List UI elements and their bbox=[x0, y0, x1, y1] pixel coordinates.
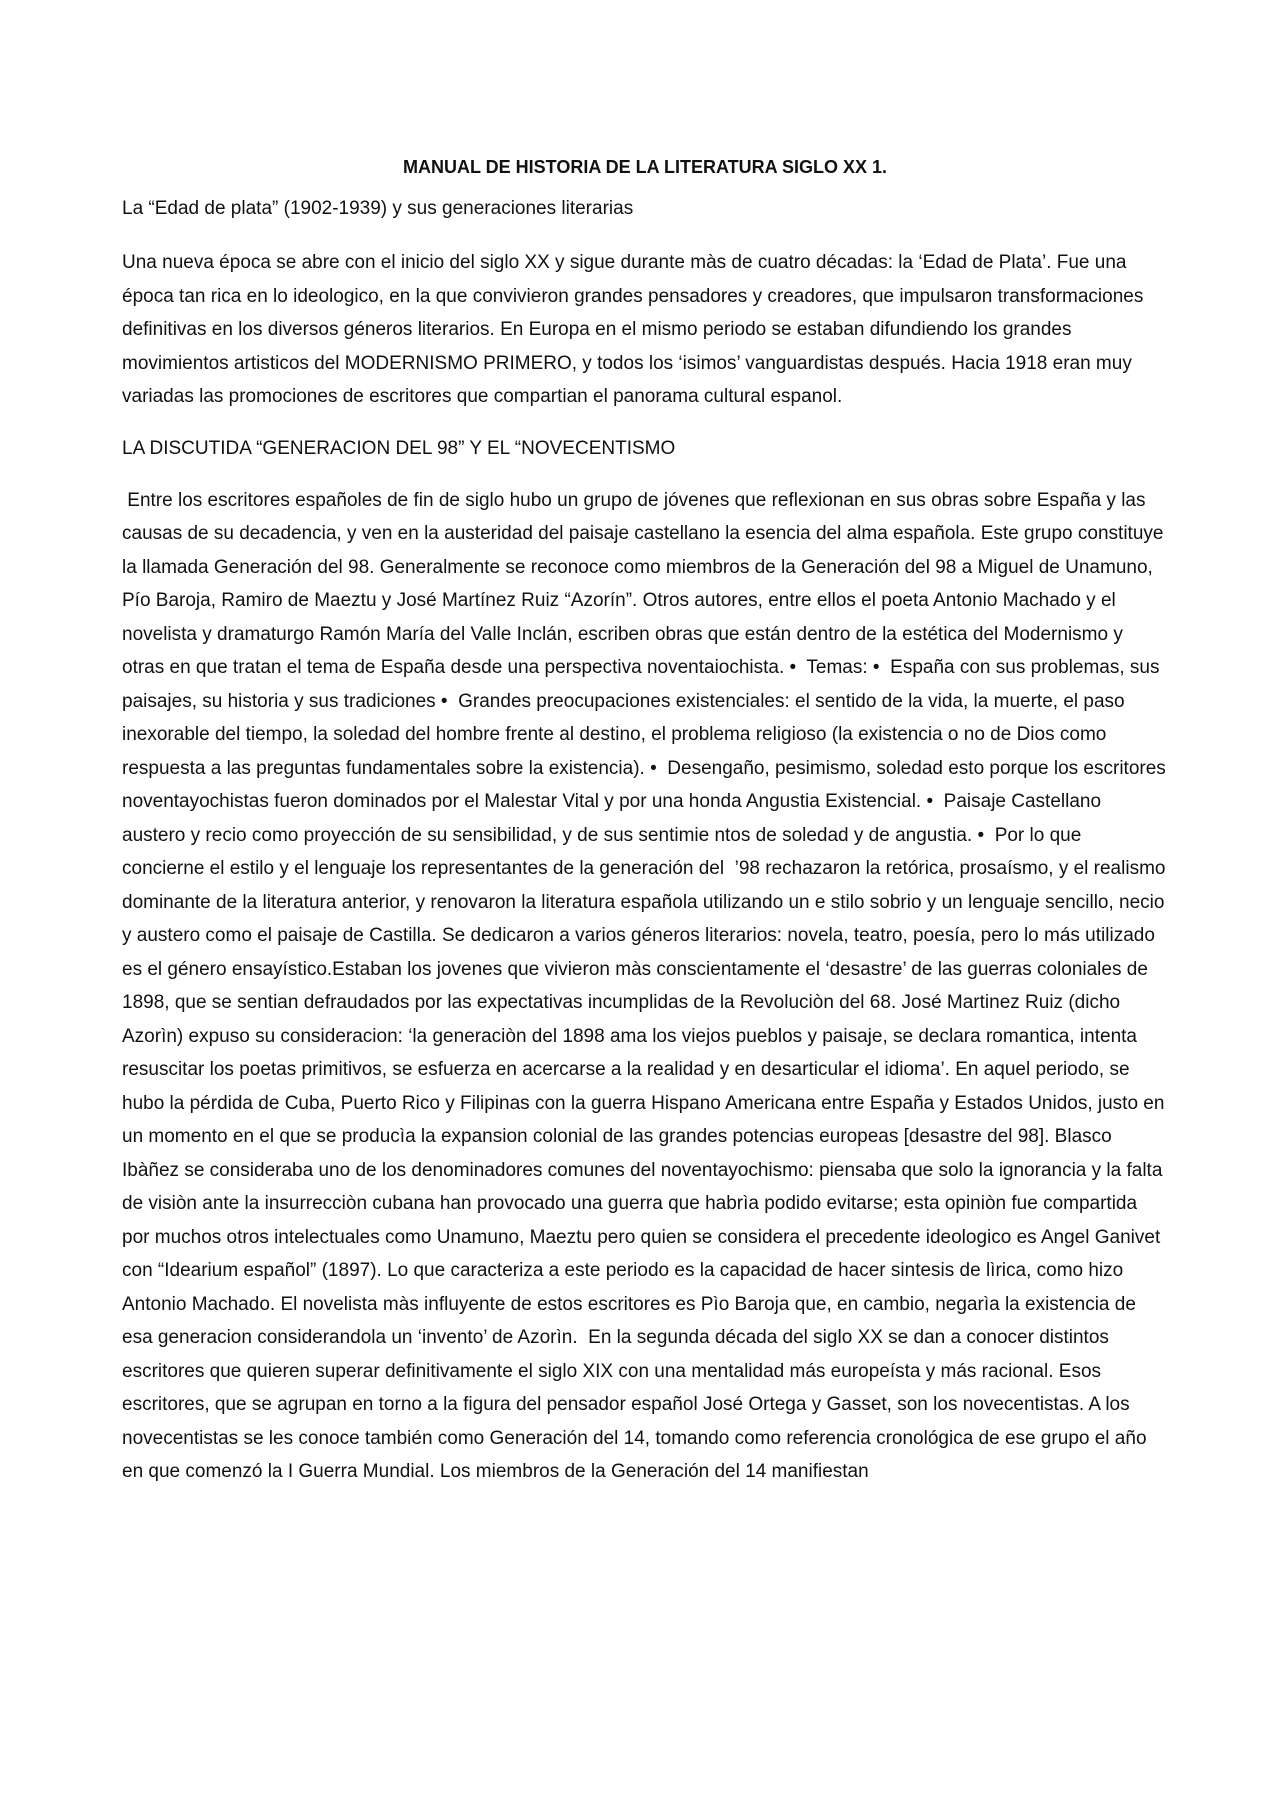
document-subtitle: La “Edad de plata” (1902-1939) y sus generaciones literarias bbox=[122, 198, 634, 219]
document-body bbox=[122, 152, 1172, 1509]
main-paragraph: Entre los escritores españoles de fin de siglo hubo un grupo de jóvenes que reflexionan en sus obras sobre España y las causas de su decadencia, y ven en la austeridad del paisaje castellano la esencia del alma española. Este grupo constituye la llamada Generación del 98. Generalmente se reconoce como miembros de la Generación del 98 a Miguel de Unamuno, Pío Baroja, Ramiro de Maeztu y José Martínez Ruiz “Azorín”. Otros autores, entre ellos el poeta Antonio Machado y el novelista y dramaturgo Ramón María del Valle Inclán, escriben obras que están dentro de la estética del Modernismo y otras en que tratan el tema de España desde una perspectiva noventaiochista. • Temas: • España con sus problemas, sus paisajes, su historia y sus tradiciones • Grandes preocupaciones existenciales: el sentido de la vida, la muerte, el paso inexorable del tiempo, la soledad del hombre frente al destino, el problema religioso (la existencia o no de Dios como respuesta a las preguntas fundamentales sobre la existencia). • Desengaño, pesimismo, soledad esto porque los escritores noventayochistas fueron dominados por el Malestar Vital y por una honda Angustia Existencial. • Paisaje Castellano austero y recio como proyección de su sensibilidad, y de sus sentimie ntos de soledad y de angustia. • Por lo que concierne el estilo y el lenguaje los representantes de la generación del ’98 rechazaron la retórica, prosaísmo, y el realismo dominante de la literatura anterior, y renovaron la literatura española utilizando un e stilo sobrio y un lenguaje sencillo, necio y austero como el paisaje de Castilla. Se dedicaron a varios géneros literarios: novela, teatro, poesía, pero lo más utilizado es el género ensayístico.Estaban los jovenes que vivieron màs conscientamente el ‘desastre’ de las guerras coloniales de 1898, que se sentian defraudados por las expectativas incumplidas de la Revoluciòn del 68. José Martinez Ruiz (dicho Azorìn) expuso su consideracion: ‘la generaciòn del 1898 ama los viejos pueblos y paisaje, se declara romantica, intenta resuscitar los poetas primitivos, se esfuerza en acercarse a la realidad y en desarticular el idioma’. En aquel periodo, se hubo la pérdida de Cuba, Puerto Rico y Filipinas con la guerra Hispano Americana entre España y Estados Unidos, justo en un momento en el que se producìa la expansion colonial de las grandes potencias europeas [desastre del 98]. Blasco Ibàñez se consideraba uno de los denominadores comunes del noventayochismo: piensaba que solo la ignorancia y la falta de visiòn ante la insurrecciòn cubana han provocado una guerra que habrìa podido evitarse; esta opiniòn fue compartida por muchos otros intelectuales como Unamuno, Maeztu pero quien se considera el precedente ideologico es Angel Ganivet con “Idearium español” (1897). Lo que caracteriza a este periodo es la capacidad de hacer sintesis de lìrica, como hizo Antonio Machado. El novelista màs influyente de estos escritores es Pìo Baroja que, en cambio, negarìa la existencia de esa generacion considerandola un ‘invento’ de Azorìn. En la segunda década del siglo XX se dan a conocer distintos escritores que quieren superar definitivamente el siglo XIX con una mentalidad más europeísta y más racional. Esos escritores, que se agrupan en torno a la figura del pensador español José Ortega y Gasset, son los novecentistas. A los novecentistas se les conoce también como Generación del 14, tomando como referencia cronológica de ese grupo el año en que comenzó la I Guerra Mundial. Los miembros de la Generación del 14 manifiestan bbox=[122, 489, 1172, 1482]
section-heading: LA DISCUTIDA “GENERACION DEL 98” Y EL “NOVECENTISMO bbox=[122, 437, 676, 459]
document-title: MANUAL DE HISTORIA DE LA LITERATURA SIGLO XX 1. bbox=[402, 157, 888, 177]
intro-paragraph: Una nueva época se abre con el inicio del siglo XX y sigue durante màs de cuatro décadas: la ‘Edad de Plata’. Fue una época tan rica en lo ideologico, en la que convivieron grandes pensadores y creadores, que impulsaron transformaciones definitivas en los diversos géneros literarios. En Europa en el mismo periodo se estaban difundiendo los grandes movimientos artisticos del MODERNISMO PRIMERO, y todos los ‘isimos’ vanguardistas después. Hacia 1918 eran muy variadas las promociones de escritores que compartian el panorama cultural espanol. bbox=[122, 252, 1144, 407]
